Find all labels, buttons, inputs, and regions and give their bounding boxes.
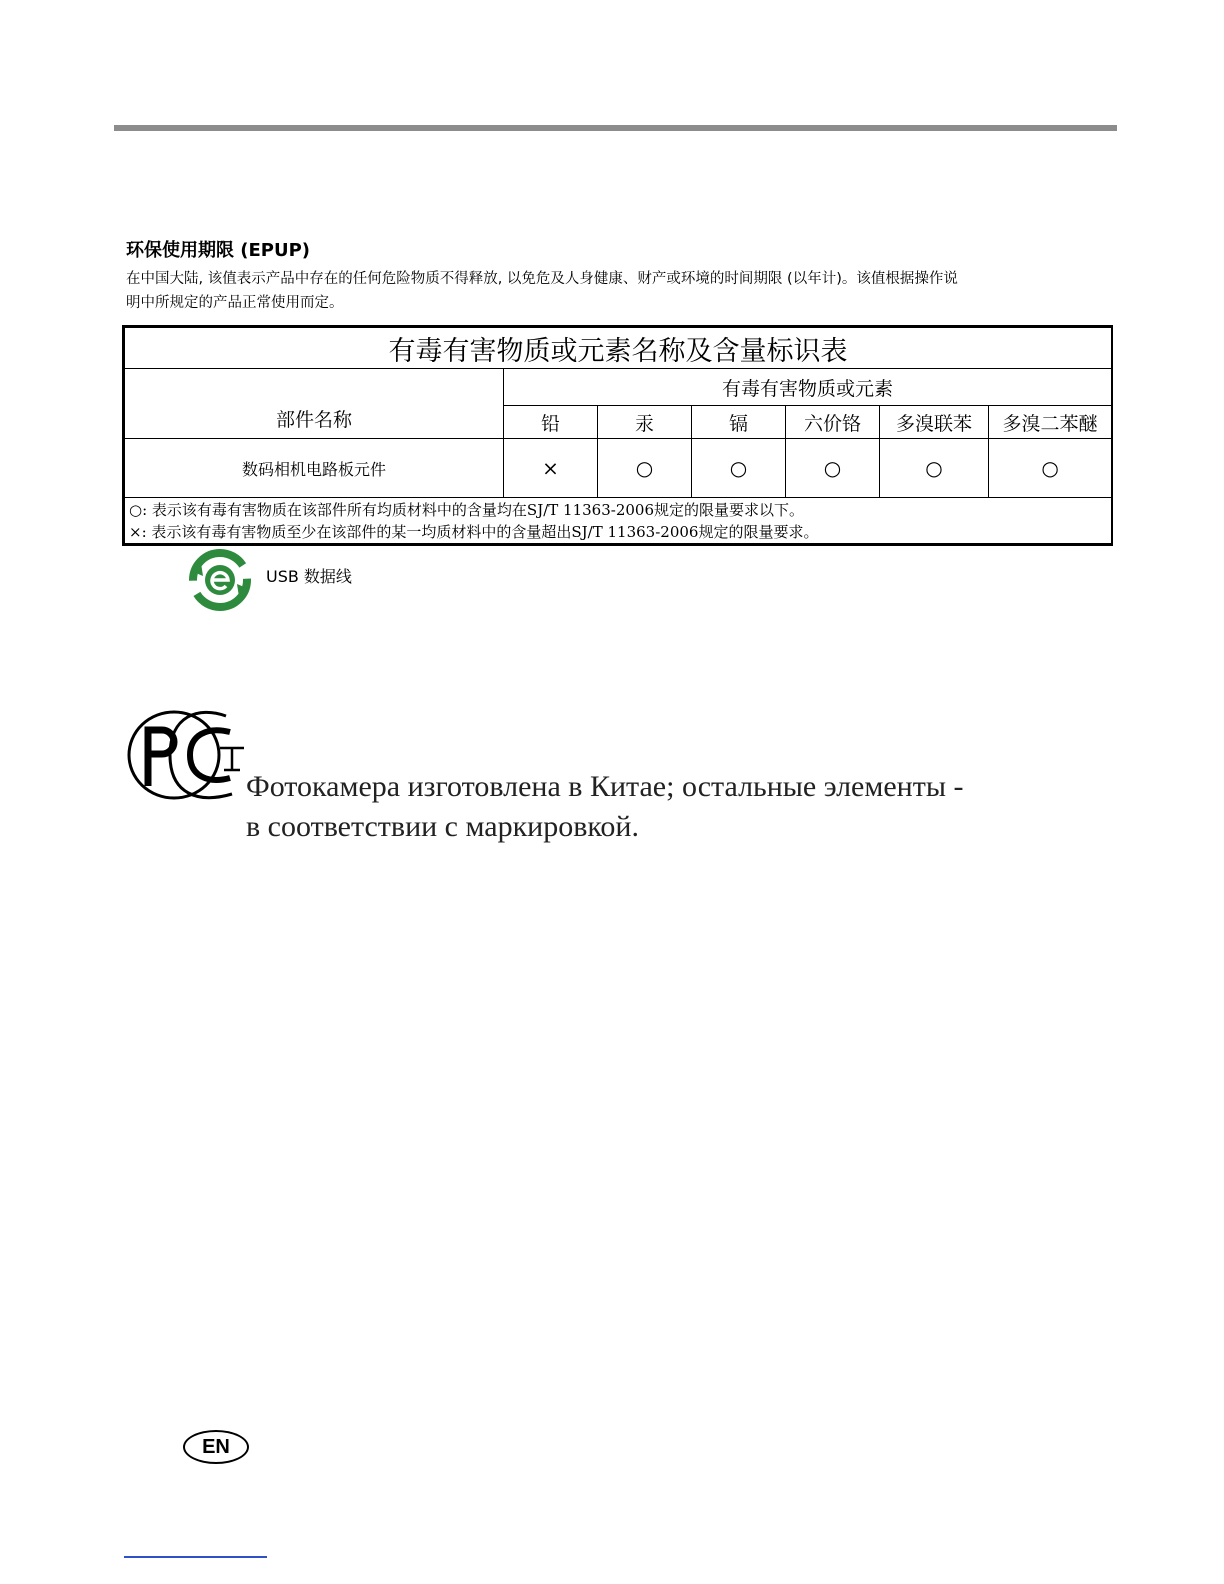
- epup-heading: 环保使用期限 (EPUP): [126, 240, 311, 261]
- column-header-hexavalent-chromium: 六价铬: [786, 406, 880, 439]
- mark-cell-cadmium: ○: [692, 439, 786, 498]
- top-rule: [114, 125, 1117, 131]
- epup-paragraph: [126, 267, 1111, 315]
- column-header-lead: 铅: [504, 406, 598, 439]
- epup-paragraph-line-2: 明中所规定的产品正常使用而定。: [126, 295, 344, 311]
- epup-paragraph-line-1: 在中国大陆, 该值表示产品中存在的任何危险物质不得释放, 以免危及人身健康、财产或环境的时间期限 (以年计)。该值根据操作说: [126, 271, 958, 287]
- note-o: ○: 表示该有毒有害物质在该部件所有均质材料中的含量均在SJ/T 11363-2006规定的限量要求以下。: [129, 500, 804, 519]
- hazardous-substances-table: [122, 325, 1113, 546]
- table-notes: [125, 498, 1112, 544]
- mark-cell-mercury: ○: [598, 439, 692, 498]
- mark-cell-pbb: ○: [880, 439, 989, 498]
- table-title: 有毒有害物质或元素名称及含量标识表: [125, 328, 1112, 369]
- mark-cell-hexavalent-chromium: ○: [786, 439, 880, 498]
- russian-origin-statement: [246, 767, 963, 847]
- column-header-pbb: 多溴联苯: [880, 406, 989, 439]
- column-header-cadmium: 镉: [692, 406, 786, 439]
- mark-cell-pbde: ○: [989, 439, 1112, 498]
- column-header-pbde: 多溴二苯醚: [989, 406, 1112, 439]
- pct-certification-icon: [126, 708, 248, 802]
- note-x: ×: 表示该有毒有害物质至少在该部件的某一均质材料中的含量超出SJ/T 11363-2006规定的限量要求。: [129, 522, 819, 541]
- substances-group-header: 有毒有害物质或元素: [504, 369, 1112, 406]
- mark-cell-lead: ×: [504, 439, 598, 498]
- table-row: [125, 439, 1112, 498]
- russian-line-2: в соответствии с маркировкой.: [246, 810, 639, 843]
- epup-recycle-e-icon: [187, 549, 253, 611]
- language-badge: EN: [183, 1430, 249, 1464]
- footer-link-underline[interactable]: [124, 1556, 267, 1558]
- part-name-cell: 数码相机电路板元件: [125, 439, 504, 498]
- column-header-mercury: 汞: [598, 406, 692, 439]
- russian-line-1: Фотокамера изготовлена в Китае; остальные элементы -: [246, 770, 964, 803]
- usb-cable-label: USB 数据线: [266, 567, 352, 586]
- part-name-header: 部件名称: [125, 369, 504, 439]
